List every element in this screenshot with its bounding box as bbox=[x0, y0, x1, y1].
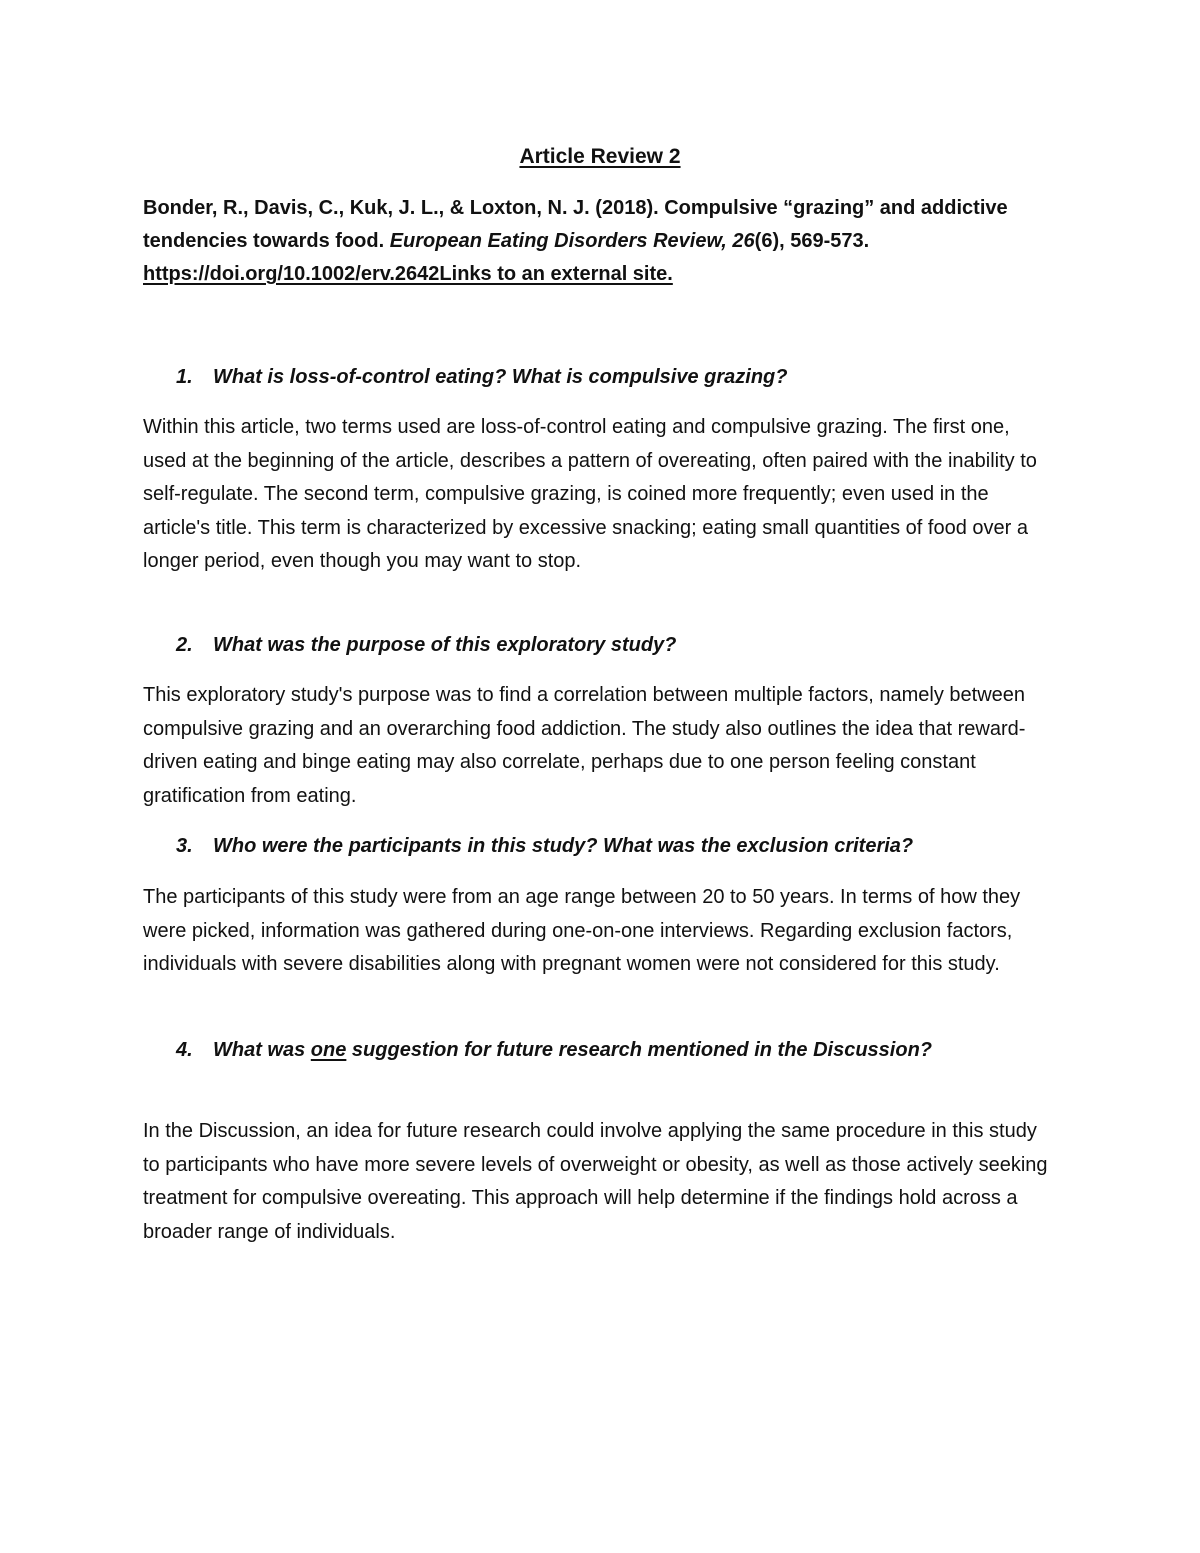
question-number: 2. bbox=[176, 634, 193, 656]
answer-2: This exploratory study's purpose was to find a correlation between multiple factors, namely between compulsive grazing and an overarching food addiction. The study also outlines the idea that reward-driven eating and binge eating may also correlate, perhaps due to one person feeling constant gratification from eating. bbox=[143, 684, 1026, 807]
question-2 bbox=[176, 629, 1126, 661]
question-1 bbox=[176, 361, 1126, 393]
citation-issue-pages: (6), 569-573. bbox=[754, 230, 870, 252]
answer-4: In the Discussion, an idea for future research could involve applying the same procedure in this study to participants who have more severe levels of overweight or obesity, as well as those actively seeking treatment for compulsive overeating. This approach will help determine if the findings hold across a broader range of individuals. bbox=[143, 1120, 1048, 1243]
document-title: Article Review 2 bbox=[519, 145, 681, 168]
question-number: 3. bbox=[176, 835, 193, 857]
answer-3: The participants of this study were from an age range between 20 to 50 years. In terms of how they were picked, information was gathered during one-on-one interviews. Regarding exclusion factors, individuals with severe disabilities along with pregnant women were not considered for this study. bbox=[143, 886, 1021, 975]
citation-authors-title: Bonder, R., Davis, C., Kuk, J. L., & Loxton, N. J. (2018). Compulsive “grazing” and addictive tendencies towards food. bbox=[143, 197, 1008, 252]
question-text: Who were the participants in this study? What was the exclusion criteria? bbox=[213, 835, 914, 857]
question-text: What is loss-of-control eating? What is compulsive grazing? bbox=[213, 366, 788, 388]
question-number: 1. bbox=[176, 366, 193, 388]
answer-1: Within this article, two terms used are loss-of-control eating and compulsive grazing. The first one, used at the beginning of the article, describes a pattern of overeating, often paired with the inability to self-regulate. The second term, compulsive grazing, is coined more frequently; even used in the article's title. This term is characterized by excessive snacking; eating small quantities of food over a longer period, even though you may want to stop. bbox=[143, 416, 1037, 572]
question-number: 4. bbox=[176, 1039, 193, 1061]
question-text-before: What was bbox=[213, 1039, 311, 1061]
citation-journal: European Eating Disorders Review, 26 bbox=[389, 230, 755, 252]
doi-link[interactable]: https://doi.org/10.1002/erv.2642Links to an external site. bbox=[143, 263, 673, 285]
question-3 bbox=[176, 830, 1126, 862]
question-text-underlined: one bbox=[310, 1039, 347, 1061]
reference-citation bbox=[143, 192, 1083, 291]
question-text-after: suggestion for future research mentioned in the Discussion? bbox=[346, 1039, 933, 1061]
question-text: What was the purpose of this exploratory study? bbox=[213, 634, 677, 656]
question-4 bbox=[176, 1034, 1126, 1066]
